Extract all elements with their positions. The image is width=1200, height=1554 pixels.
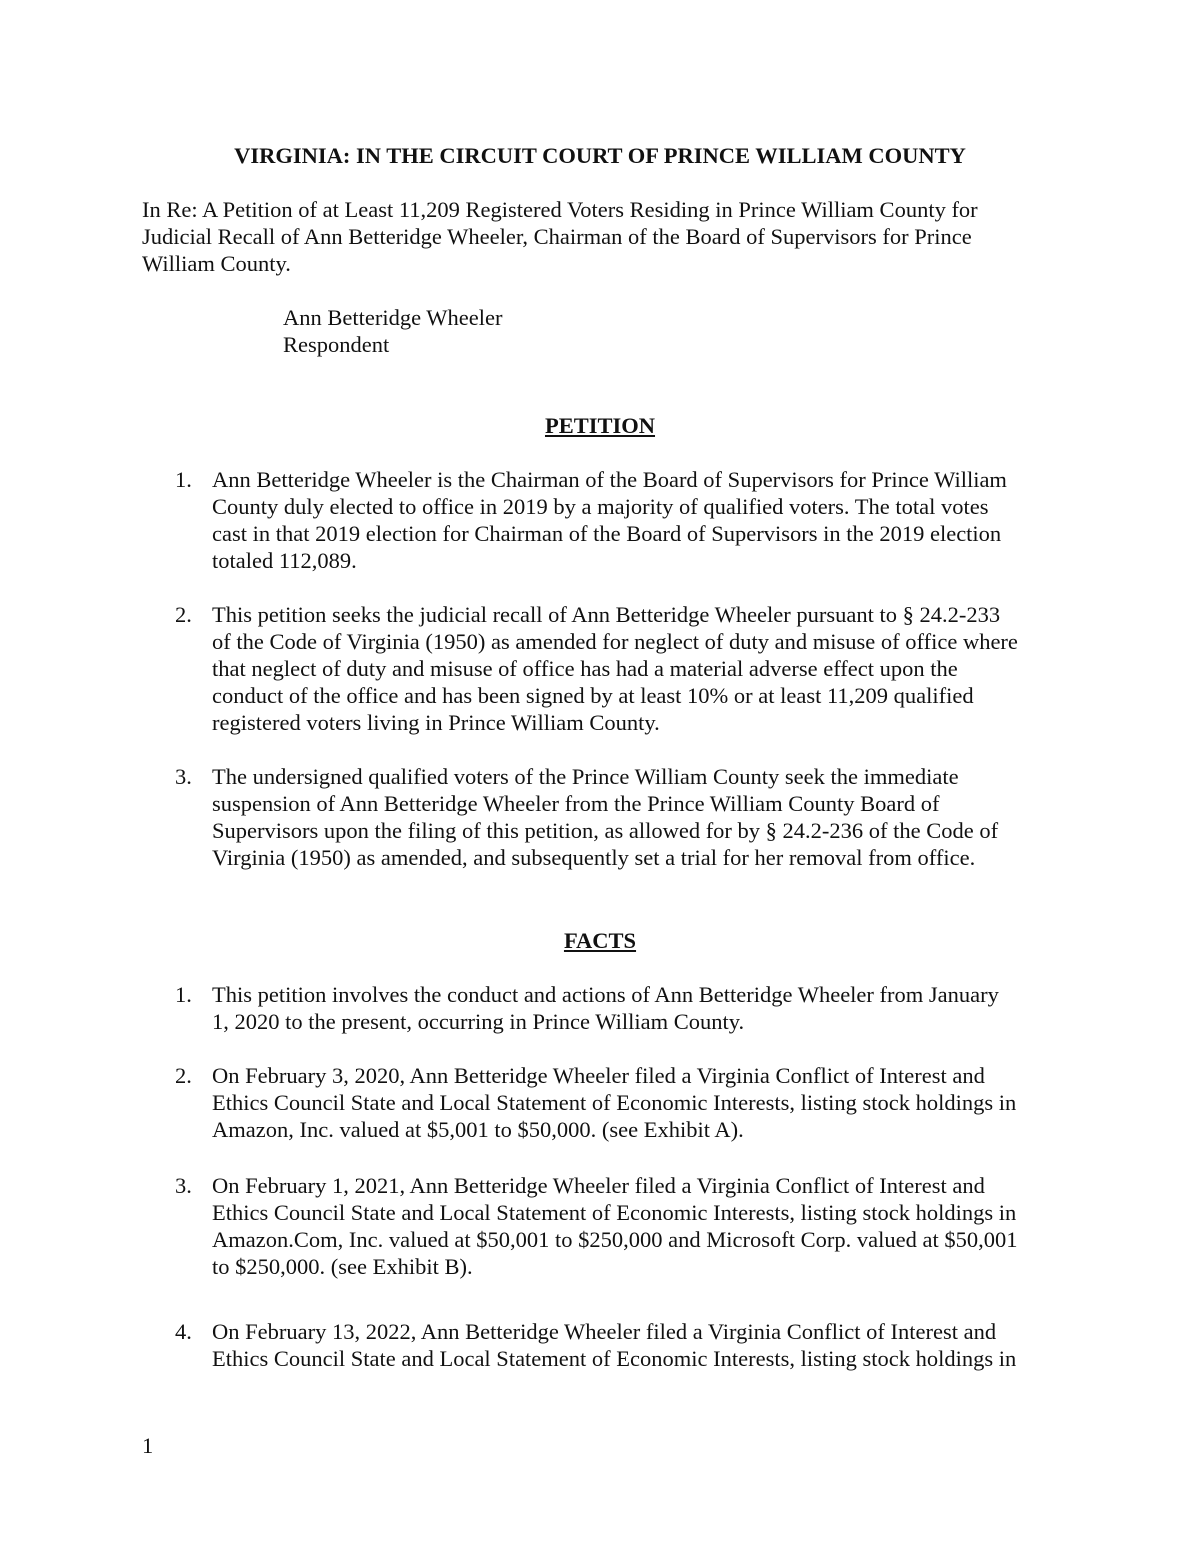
text-line: On February 13, 2022, Ann Betteridge Wheeler filed a Virginia Conflict of Interest and <box>212 1319 997 1344</box>
text-line: On February 3, 2020, Ann Betteridge Wheeler filed a Virginia Conflict of Interest and <box>212 1063 985 1088</box>
list-number: 2. <box>175 1063 192 1088</box>
list-item-text <box>212 466 1072 574</box>
respondent-role: Respondent <box>283 332 390 357</box>
text-line: This petition seeks the judicial recall of Ann Betteridge Wheeler pursuant to § 24.2-233 <box>212 602 1001 627</box>
text-line: conduct of the office and has been signed by at least 10% or at least 11,209 qualified <box>212 683 974 708</box>
list-item-text <box>212 981 1072 1035</box>
text-line: County duly elected to office in 2019 by a majority of qualified voters. The total votes <box>212 494 989 519</box>
text-line: to $250,000. (see Exhibit B). <box>212 1254 473 1279</box>
respondent-name: Ann Betteridge Wheeler <box>283 305 503 330</box>
text-line: Ethics Council State and Local Statement of Economic Interests, listing stock holdings in <box>212 1200 1017 1225</box>
text-line: cast in that 2019 election for Chairman of the Board of Supervisors in the 2019 election <box>212 521 1002 546</box>
text-line: 1, 2020 to the present, occurring in Prince William County. <box>212 1009 745 1034</box>
list-number: 1. <box>175 467 192 492</box>
list-number: 4. <box>175 1319 192 1344</box>
text-line: The undersigned qualified voters of the Prince William County seek the immediate <box>212 764 959 789</box>
text-line: that neglect of duty and misuse of office has had a material adverse effect upon the <box>212 656 958 681</box>
petition-heading: PETITION <box>544 413 656 438</box>
facts-heading: FACTS <box>563 928 637 953</box>
text-line: Amazon, Inc. valued at $5,001 to $50,000. (see Exhibit A). <box>212 1117 744 1142</box>
list-item-text <box>212 1062 1072 1143</box>
list-number: 2. <box>175 602 192 627</box>
list-item-text <box>212 1172 1072 1280</box>
text-line: Supervisors upon the filing of this petition, as allowed for by § 24.2-236 of the Code of <box>212 818 999 843</box>
list-number: 3. <box>175 764 192 789</box>
in-re-line: Judicial Recall of Ann Betteridge Wheeler, Chairman of the Board of Supervisors for Prince <box>142 224 972 249</box>
in-re-caption <box>142 196 1062 277</box>
page-number: 1 <box>142 1433 154 1458</box>
list-item-text <box>212 601 1072 736</box>
text-line: Ann Betteridge Wheeler is the Chairman of the Board of Supervisors for Prince William <box>212 467 1007 492</box>
text-line: Virginia (1950) as amended, and subsequently set a trial for her removal from office. <box>212 845 976 870</box>
text-line: On February 1, 2021, Ann Betteridge Wheeler filed a Virginia Conflict of Interest and <box>212 1173 985 1198</box>
list-item-text <box>212 763 1072 871</box>
list-number: 1. <box>175 982 192 1007</box>
text-line: registered voters living in Prince William County. <box>212 710 660 735</box>
list-item-text <box>212 1318 1072 1372</box>
list-number: 3. <box>175 1173 192 1198</box>
in-re-line: In Re: A Petition of at Least 11,209 Registered Voters Residing in Prince William County for <box>142 197 978 222</box>
text-line: totaled 112,089. <box>212 548 357 573</box>
text-line: of the Code of Virginia (1950) as amended for neglect of duty and misuse of office where <box>212 629 1018 654</box>
text-line: suspension of Ann Betteridge Wheeler from the Prince William County Board of <box>212 791 940 816</box>
text-line: Ethics Council State and Local Statement of Economic Interests, listing stock holdings in <box>212 1346 1017 1371</box>
respondent-block <box>283 304 503 358</box>
text-line: Ethics Council State and Local Statement of Economic Interests, listing stock holdings in <box>212 1090 1017 1115</box>
in-re-line: William County. <box>142 251 291 276</box>
court-title: VIRGINIA: IN THE CIRCUIT COURT OF PRINCE WILLIAM COUNTY <box>234 143 966 168</box>
text-line: Amazon.Com, Inc. valued at $50,001 to $250,000 and Microsoft Corp. valued at $50,001 <box>212 1227 1018 1252</box>
text-line: This petition involves the conduct and actions of Ann Betteridge Wheeler from January <box>212 982 999 1007</box>
